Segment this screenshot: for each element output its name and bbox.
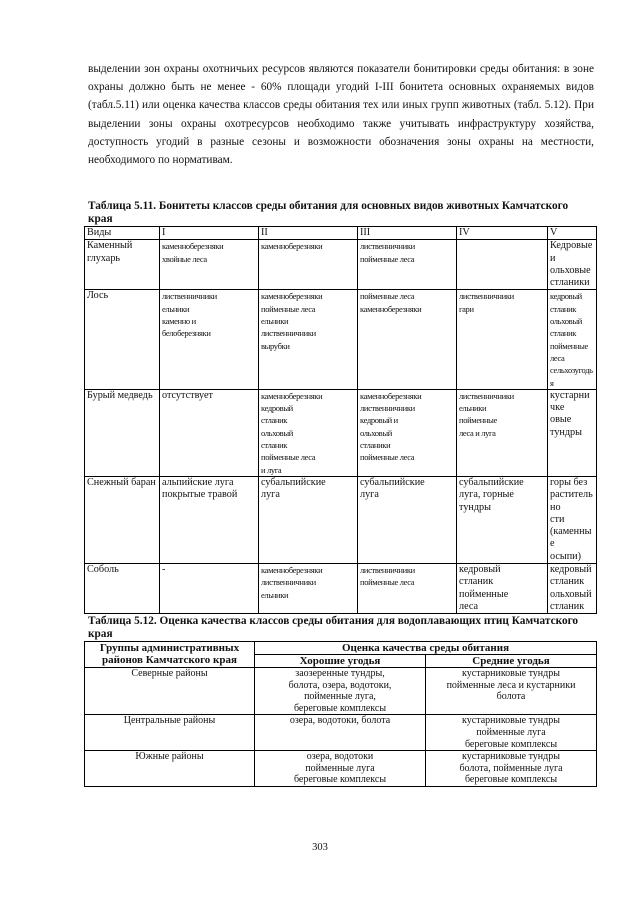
table-cell — [160, 290, 259, 389]
cell-line: белоберезняки — [162, 328, 211, 339]
table-cell — [160, 389, 259, 476]
table-cell — [457, 389, 548, 476]
table-cell — [548, 564, 597, 614]
table-5-12 — [84, 641, 597, 787]
table-row — [85, 715, 597, 751]
cell-line: пойменные леса — [360, 291, 415, 302]
cell-line: пойменные леса — [360, 452, 415, 463]
cell-line: леса — [459, 600, 479, 612]
cell-line: лиственничники — [261, 328, 316, 339]
cell-line: субальпийские — [261, 476, 326, 488]
cell-line: береговые комплексы — [464, 774, 558, 786]
table-cell — [426, 668, 597, 715]
cell-line: кедровый — [550, 564, 592, 576]
cell-line: стланик — [550, 328, 577, 339]
cell-line: и луга — [261, 464, 282, 475]
table-cell — [259, 389, 358, 476]
cell-line: стланик — [550, 576, 585, 588]
cell-line: субальпийские — [360, 476, 425, 488]
cell-line: лиственничники — [360, 241, 415, 252]
cell-line: каменноберезняки — [261, 291, 323, 302]
table-cell — [358, 240, 457, 290]
body-paragraph: выделении зон охраны охотничьих ресурсов являются показатели бонитировки среды обитания: в зоне охраны должно быть не менее - 60% площади угодий I-III бонитета основных охраняемых видов (табл.5.11) или оценка качества классов среды обитания тех или иных групп животных (табл. 5.12). При выделении зоны охраны охотресурсов необходимо также учитывать инфраструктуру хозяйства, доступность угодий в разные сезоны и возможности обозначения зоны охраны на местности, необходимого по нормативам. — [88, 63, 594, 167]
cell-line: растительно — [550, 489, 593, 513]
species-cell: Бурый медведь — [85, 389, 160, 476]
header-cell: Виды — [85, 227, 160, 240]
table-5-12-caption: Таблица 5.12. Оценка качества классов среды обитания для водоплавающих птиц Камчатского края — [88, 615, 579, 640]
cell-line: кедровый — [261, 403, 293, 414]
table-cell — [457, 564, 548, 614]
cell-line: пойменные — [459, 588, 509, 600]
cell-line: пойменные — [550, 340, 588, 351]
cell-line: кустарничке — [550, 389, 590, 414]
table-cell — [259, 240, 358, 290]
cell-line: ольховые — [550, 264, 591, 276]
cell-line: каменно и — [162, 316, 196, 327]
table-cell — [548, 389, 597, 476]
cell-line: пойменные леса — [261, 303, 316, 314]
table-cell — [160, 476, 259, 563]
table-row — [85, 389, 597, 476]
table-cell — [160, 240, 259, 290]
table-cell — [457, 290, 548, 389]
cell-line: горы без — [550, 476, 588, 488]
cell-line: заозеренные тундры, — [295, 668, 385, 679]
cell-line: стланик — [550, 303, 577, 314]
page-number: 303 — [312, 842, 328, 853]
cell-line: Кедровые и — [550, 240, 593, 264]
region-cell: Центральные районы — [85, 715, 255, 751]
species-cell: Каменный глухарь — [85, 240, 160, 290]
table-row — [85, 290, 597, 389]
cell-line: лиственничники — [459, 291, 514, 302]
cell-line: пойменные леса — [261, 452, 316, 463]
table-row — [85, 751, 597, 787]
table-cell — [457, 240, 548, 290]
cell-line: пойменные луга, — [304, 691, 376, 703]
cell-line: ельники — [261, 316, 289, 327]
cell-line: ельники — [459, 403, 487, 414]
cell-line: луга, горные — [459, 489, 514, 501]
header-cell: V — [548, 227, 597, 240]
cell-line: хвойные леса — [162, 253, 207, 264]
table-cell — [548, 240, 597, 290]
table-cell — [358, 564, 457, 614]
cell-line: овые — [550, 414, 572, 426]
cell-line: озера, водотоки — [306, 751, 374, 763]
cell-line: каменноберезняки — [162, 241, 224, 252]
cell-line: ольховый — [550, 588, 592, 600]
cell-line: озера, водотоки, болота — [289, 715, 391, 727]
table-cell — [255, 751, 426, 787]
cell-line: пойменные леса — [360, 253, 415, 264]
header-cell: II — [259, 227, 358, 240]
cell-line: кедровый — [550, 291, 582, 302]
region-cell: Северные районы — [85, 668, 255, 715]
table-header-row — [85, 227, 597, 240]
cell-line: сельхозугодья — [550, 365, 593, 388]
table-cell — [426, 715, 597, 751]
species-cell: Лось — [85, 290, 160, 389]
table-cell — [548, 476, 597, 563]
table-5-11-caption: Таблица 5.11. Бонитеты классов среды обитания для основных видов животных Камчатского края — [88, 200, 569, 225]
cell-line: лиственничники — [360, 565, 415, 576]
cell-line: сти — [550, 513, 565, 525]
cell-line: лиственничники — [360, 403, 415, 414]
cell-line: ольховый — [550, 316, 582, 327]
cell-line: гари — [459, 303, 474, 314]
cell-line: каменноберезняки — [261, 241, 323, 252]
cell-line: пойменные — [459, 415, 497, 426]
species-cell: Соболь — [85, 564, 160, 614]
table-header-row — [85, 642, 597, 655]
table-cell — [457, 476, 548, 563]
cell-line: пойменные леса и кустарники — [446, 679, 576, 691]
cell-line: каменноберезняки — [261, 390, 323, 401]
cell-line: береговые комплексы — [293, 702, 387, 714]
cell-line: луга — [261, 489, 280, 501]
table-cell — [255, 715, 426, 751]
cell-line: кустарниковые тундры — [462, 715, 560, 727]
cell-line: вырубки — [261, 340, 290, 351]
cell-line: ельники — [261, 589, 289, 600]
cell-line: болота, пойменные луга — [459, 762, 563, 774]
header-cell-medium: Средние угодья — [426, 655, 597, 668]
cell-line: лиственничники — [162, 291, 217, 302]
cell-line: стланики — [360, 440, 391, 451]
table-cell — [358, 389, 457, 476]
cell-line: болота, озера, водотоки, — [288, 679, 392, 691]
table-cell — [255, 668, 426, 715]
table-cell — [259, 564, 358, 614]
header-cell-quality: Оценка качества среды обитания — [255, 642, 597, 655]
cell-line: (каменные — [550, 526, 592, 550]
cell-line: субальпийские — [459, 476, 524, 488]
table-cell — [160, 564, 259, 614]
cell-line: стланики — [550, 277, 590, 289]
cell-line: осыпи) — [550, 550, 582, 562]
table-cell — [426, 751, 597, 787]
cell-line: покрытые травой — [162, 489, 238, 501]
cell-line: тундры — [459, 501, 491, 513]
table-cell — [548, 290, 597, 389]
table-cell — [259, 476, 358, 563]
cell-line: стланик — [459, 576, 494, 588]
cell-line: альпийские луга — [162, 476, 234, 488]
cell-line: кустарниковые тундры — [462, 668, 560, 679]
cell-line: кедровый и — [360, 415, 398, 426]
cell-line: ольховый — [360, 427, 392, 438]
table-cell — [358, 476, 457, 563]
cell-line: береговые комплексы — [464, 738, 558, 750]
header-cell: III — [358, 227, 457, 240]
cell-line: пойменные леса — [360, 577, 415, 588]
table-row — [85, 476, 597, 563]
cell-line: тундры — [550, 426, 582, 438]
cell-line: болота — [496, 691, 526, 703]
header-cell: I — [160, 227, 259, 240]
cell-line: пойменные луга — [305, 762, 375, 774]
cell-line: ельники — [162, 303, 190, 314]
region-cell: Южные районы — [85, 751, 255, 787]
cell-line: - — [162, 564, 166, 576]
cell-line: стланик — [261, 440, 288, 451]
cell-line: леса — [550, 352, 565, 363]
table-row — [85, 240, 597, 290]
species-cell: Снежный баран — [85, 476, 160, 563]
cell-line: стланик — [550, 600, 585, 612]
cell-line: каменноберезняки — [360, 390, 422, 401]
cell-line: каменноберезняки — [360, 303, 422, 314]
cell-line: лиственничники — [261, 577, 316, 588]
cell-line: лиственничники — [459, 390, 514, 401]
header-cell-good: Хорошие угодья — [255, 655, 426, 668]
table-cell — [259, 290, 358, 389]
table-row — [85, 668, 597, 715]
cell-line: луга — [360, 489, 379, 501]
cell-line: леса и луга — [459, 427, 496, 438]
cell-line: отсутствует — [162, 389, 213, 401]
table-5-11 — [84, 226, 597, 614]
cell-line: каменноберезняки — [261, 565, 323, 576]
header-cell-group: Группы административных районов Камчатского края — [85, 642, 255, 668]
cell-line: стланик — [261, 415, 288, 426]
cell-line: береговые комплексы — [293, 774, 387, 786]
table-cell — [358, 290, 457, 389]
cell-line: ольховый — [261, 427, 293, 438]
table-row — [85, 564, 597, 614]
header-cell: IV — [457, 227, 548, 240]
cell-line: кустарниковые тундры — [462, 751, 560, 763]
cell-line: кедровый — [459, 564, 501, 576]
cell-line: пойменные луга — [476, 726, 546, 738]
